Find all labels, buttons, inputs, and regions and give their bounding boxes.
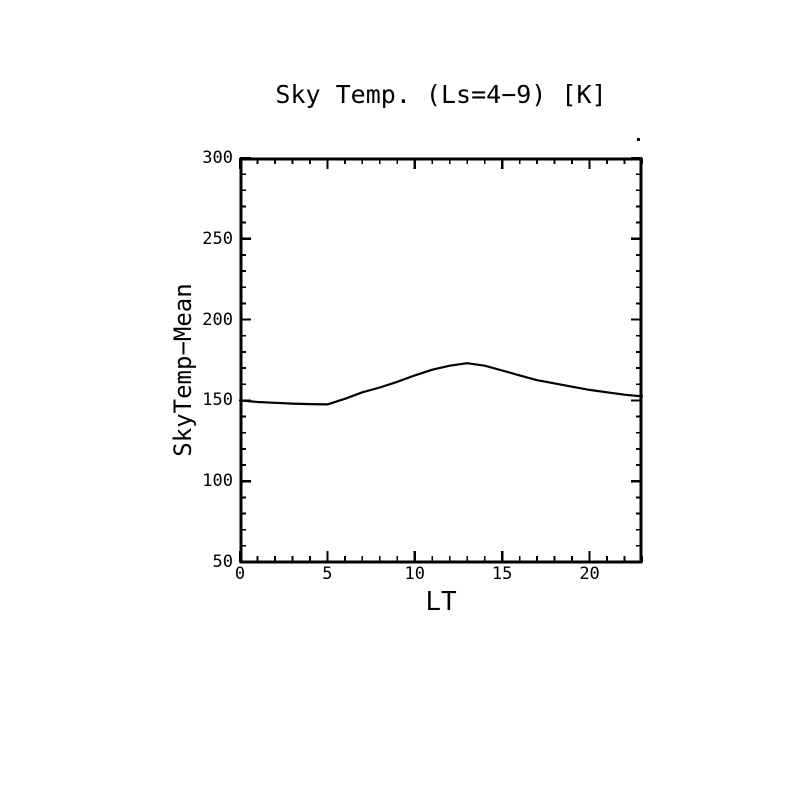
stray-dot — [637, 138, 640, 141]
y-tick-label: 100 — [202, 471, 233, 492]
x-tick-label: 10 — [404, 564, 426, 584]
x-tick-label: 5 — [322, 564, 333, 584]
temperature-curve — [240, 363, 642, 404]
y-tick-label: 200 — [202, 309, 233, 330]
x-tick-label: 20 — [579, 564, 600, 584]
x-axis-label: LT — [425, 587, 457, 617]
axis-ticks — [240, 158, 642, 562]
y-tick-label: 300 — [202, 148, 233, 168]
y-tick-label: 150 — [202, 390, 233, 411]
y-tick-label: 50 — [212, 552, 233, 572]
x-tick-label: 0 — [234, 564, 246, 584]
plot-frame — [241, 159, 641, 562]
chart-title: Sky Temp. (Ls=4−9) [K] — [275, 80, 607, 109]
y-tick-label: 250 — [202, 228, 233, 249]
x-tick-label: 15 — [491, 564, 513, 584]
y-axis-label: SkyTemp−Mean — [169, 283, 197, 457]
